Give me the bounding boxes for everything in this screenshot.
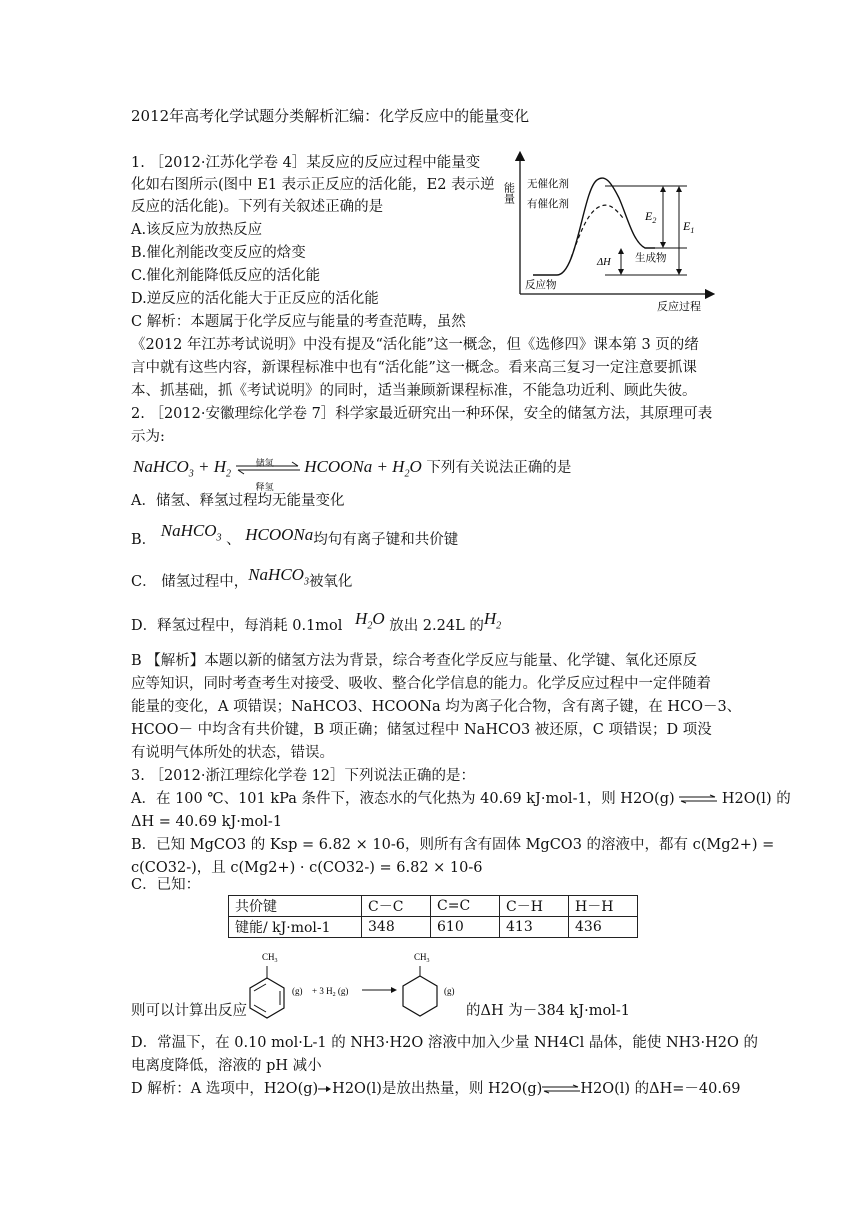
q1-explanation-1: 《2012 年江苏考试说明》中没有提及“活化能”这一概念，但《选修四》课本第 3 页的绪	[131, 337, 699, 353]
eq-nahco3: NaHCO$_3$ + $H_2$	[133, 457, 231, 480]
uncatalyzed-label: 无催化剂	[527, 178, 569, 190]
q2-explanation-5: 有说明气体所处的状态，错误。	[131, 745, 334, 761]
q1-option-c: C.催化剂能降低反应的活化能	[131, 268, 321, 284]
energy-diagram	[502, 150, 720, 315]
q1-line-2: 化如右图所示(图中 E1 表示正反应的活化能，E2 表示逆	[131, 177, 495, 193]
catalyzed-label: 有催化剂	[527, 198, 569, 210]
product-label: 生成物	[635, 252, 667, 264]
svg-text:CH3: $CH_3$	[414, 952, 430, 964]
q2-option-a: A．储氢、释氢过程均无能量变化	[131, 493, 345, 509]
q3-option-c-2b: 的ΔH 为－384 kJ·mol-1	[466, 1003, 630, 1019]
equilibrium-arrow-small	[679, 795, 717, 803]
eq-tail: 下列有关说法正确的是	[426, 460, 572, 476]
q1-line-1: 1. ［2012·江苏化学卷 4］某反应的反应过程中能量变	[131, 155, 481, 171]
q1-explanation-2: 言中就有这些内容，新课程标准中也有“活化能”这一概念。看来高三复习一定注意要抓课	[131, 360, 697, 376]
q1-option-d: D.逆反应的活化能大于正反应的活化能	[131, 291, 379, 307]
table-row: 共价键 C－C C=C C－H H－H	[229, 896, 638, 917]
q2-explanation-3: 能量的变化，A 项错误；NaHCO3、HCOONa 均为离子化合物，含有离子键，在 HCO－3、	[131, 699, 742, 715]
reactant-label: 反应物	[525, 279, 557, 291]
q3-line-1: 3. ［2012·浙江理综化学卷 12］下列说法正确的是：	[131, 768, 476, 784]
q2-explanation-4: HCOO－ 中均含有共价键，B 项正确；储氢过程中 NaHCO3 被还原，C 项错误；D 项没	[131, 722, 712, 738]
svg-text:CH3: $CH_3$	[262, 952, 278, 964]
q3-answer: D 解析：A 选项中，H2O(g) H2O(l)是放出热量，则 H2O(g) H2O(l) 的ΔH=－40.69	[131, 1081, 741, 1097]
q2-explanation-1: B 【解析】本题以新的储氢方法为背景，综合考查化学反应与能量、化学键、氧化还原反	[131, 653, 698, 669]
y-axis-label: 能量	[502, 182, 516, 204]
benzene-ring	[250, 978, 284, 1018]
q1-line-3: 反应的活化能)。下列有关叙述正确的是	[131, 199, 384, 215]
e2-label: $E_2$	[645, 209, 657, 225]
q3-option-b-1: B．已知 MgCO3 的 Ksp = 6.82 × 10-6，则所有含有固体 MgCO3 的溶液中，都有 c(Mg2+) =	[131, 837, 775, 853]
equilibrium-arrow-small	[542, 1085, 580, 1093]
table-row: 键能/ kJ·mol-1 348 610 413 436	[229, 917, 638, 938]
q3-option-c-1: C．已知：	[131, 877, 201, 893]
q1-option-b: B.催化剂能改变反应的焓变	[131, 245, 306, 261]
q1-option-a: A.该反应为放热反应	[131, 222, 263, 238]
q2-explanation-2: 应等知识，同时考查考生对接受、吸收、整合化学信息的能力。化学反应过程中一定伴随着	[131, 676, 711, 692]
q2-option-d: D．释氢过程中，每消耗 0.1mol $H_2O$ 放出 2.24L 的$H_2$	[131, 609, 502, 634]
bond-energy-table	[228, 895, 638, 938]
equilibrium-arrow: 储氢 释氢	[236, 461, 300, 475]
q1-answer: C 解析：本题属于化学反应与能量的考查范畴，虽然	[131, 314, 466, 330]
q2-equation	[133, 452, 572, 493]
q2-option-c: C． 储氢过程中，NaHCO$_3$被氧化	[131, 565, 353, 590]
document-title: 2012年高考化学试题分类解析汇编：化学反应中的能量变化	[131, 107, 530, 125]
q3-option-d-2: 电离度降低，溶液的 pH 减小	[131, 1058, 322, 1074]
q2-line-2: 示为:	[131, 429, 165, 445]
svg-text:+ 3 H2 (g): + 3 $H_2$ (g)	[312, 986, 349, 998]
q3-option-a-2: ΔH = 40.69 kJ·mol-1	[131, 814, 283, 830]
dh-label: ΔH	[597, 257, 611, 268]
q3-option-d-1: D．常温下，在 0.10 mol·L-1 的 NH3·H2O 溶液中加入少量 NH4Cl 晶体，能使 NH3·H2O 的	[131, 1035, 759, 1051]
svg-text:(g): (g)	[444, 986, 455, 996]
q2-option-b: B． NaHCO$_3$ 、 HCOONa均句有离子键和共价键	[131, 521, 459, 548]
q1-explanation-3: 本、抓基础，抓《考试说明》的同时，适当兼顾新课程标准，不能急功近利、顾此失彼。	[131, 383, 697, 399]
q3-option-a-1: A．在 100 ℃、101 kPa 条件下，液态水的气化热为 40.69 kJ·mol-1，则 H2O(g) H2O(l) 的	[131, 791, 791, 807]
x-axis-label: 反应过程	[657, 300, 701, 313]
q3-option-c-2a: 则可以计算出反应	[131, 1003, 247, 1019]
svg-text:(g): (g)	[292, 986, 303, 996]
cyclohexane-ring	[403, 976, 437, 1016]
toluene-hydrogenation-scheme	[236, 948, 466, 1026]
e1-label: $E_1$	[683, 219, 695, 235]
q2-line-1: 2. ［2012·安徽理综化学卷 7］科学家最近研究出一种环保，安全的储氢方法，其原理可表	[131, 406, 713, 422]
q3-option-b-2: c(CO32-)，且 c(Mg2+) · c(CO32-) = 6.82 × 10-6	[131, 860, 483, 876]
eq-hcoona: HCOONa + $H_2O$	[304, 457, 422, 480]
